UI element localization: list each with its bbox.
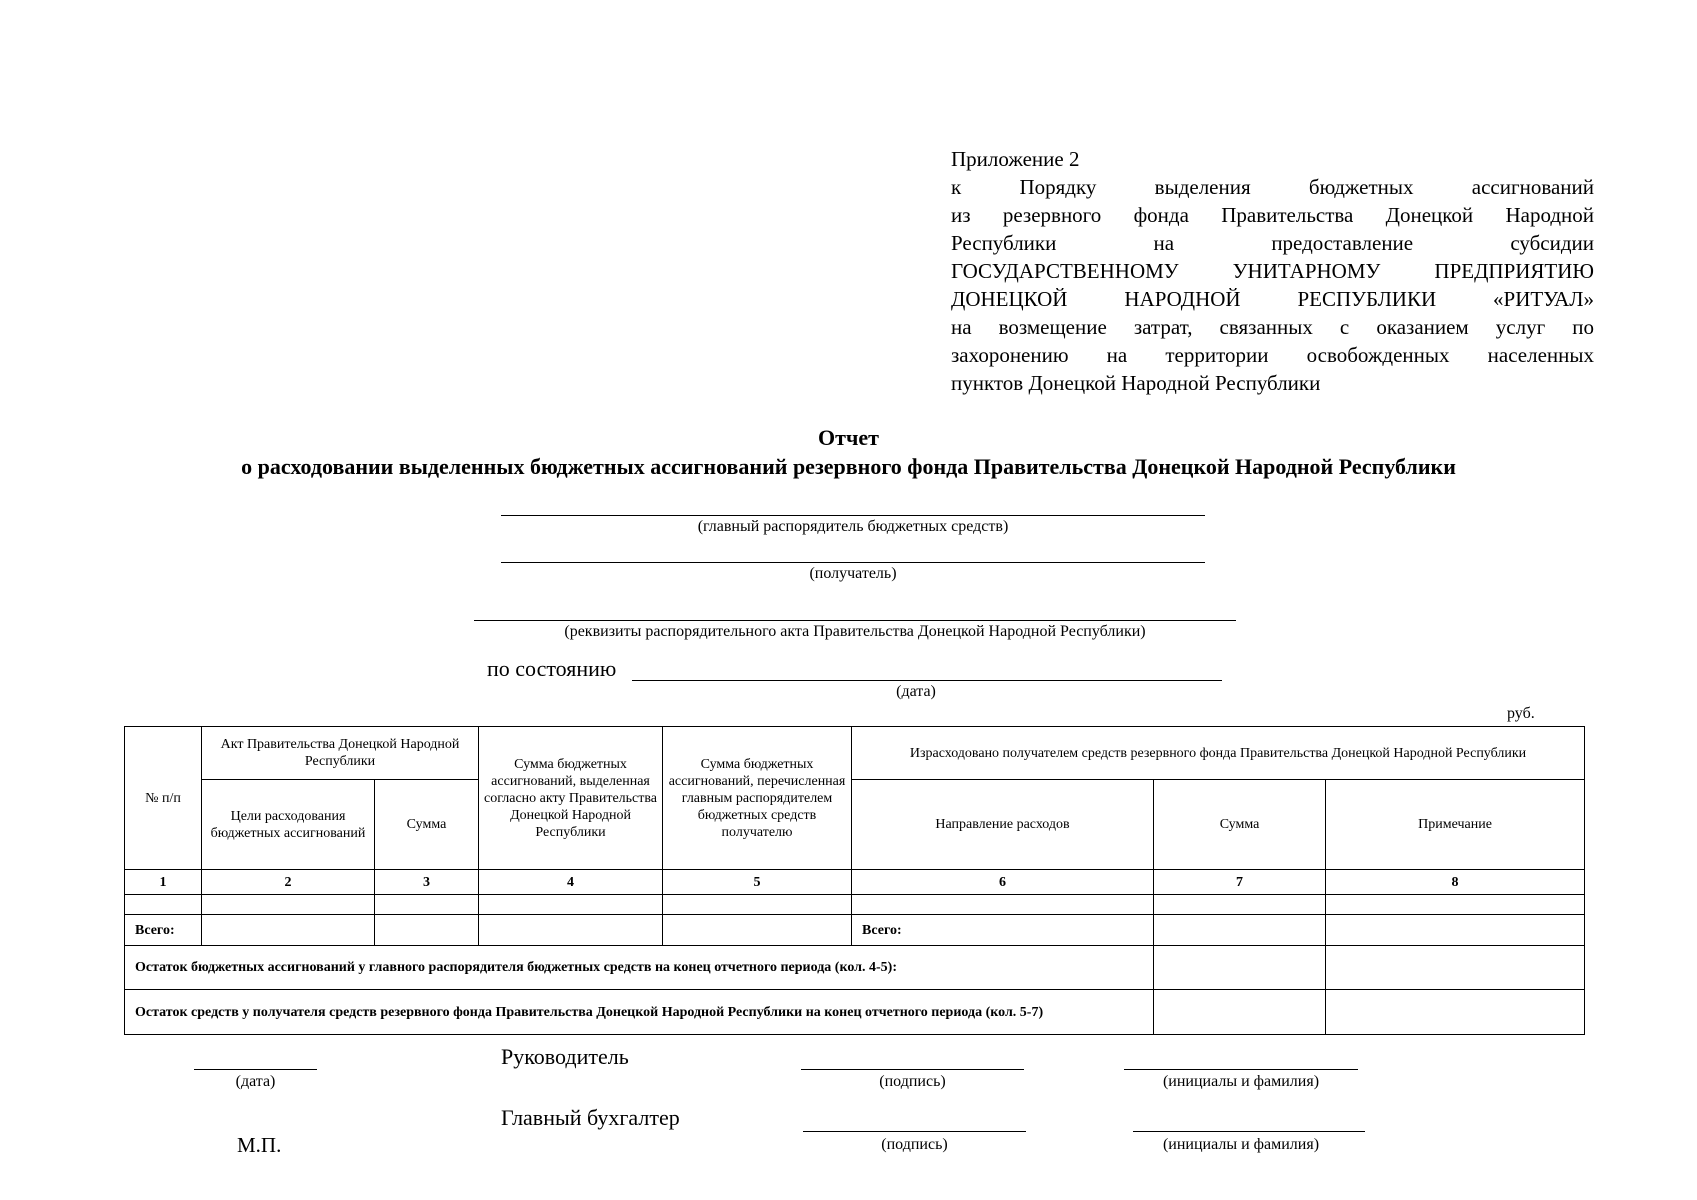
- appendix-line: из резервного фонда Правительства Донецкой Народной: [951, 203, 1594, 227]
- accountant-initials-caption: (инициалы и фамилия): [1162, 1136, 1320, 1153]
- header-spent-sum: Сумма: [1154, 780, 1326, 870]
- accountant-initials-field[interactable]: [1133, 1115, 1365, 1132]
- header-num: № п/п: [125, 727, 202, 870]
- balance-chief-label: Остаток бюджетных ассигнований у главного распорядителя бюджетных средств на конец отчетного периода (кол. 4-5):: [125, 946, 1154, 990]
- balance-chief-row: [125, 946, 1585, 990]
- column-number: 1: [125, 870, 202, 895]
- table-cell[interactable]: [1326, 915, 1585, 946]
- appendix-line: пунктов Донецкой Народной Республики: [951, 371, 1321, 395]
- table-cell[interactable]: [852, 895, 1154, 915]
- chief-manager-caption: (главный распорядитель бюджетных средств): [697, 518, 1009, 535]
- header-transferred: Сумма бюджетных ассигнований, перечисленная главным распорядителем бюджетных средств получателю: [663, 727, 852, 870]
- header-act-sum: Сумма: [375, 780, 479, 870]
- appendix-line: на возмещение затрат, связанных с оказанием услуг по: [951, 315, 1594, 339]
- table-cell[interactable]: [1326, 946, 1585, 990]
- column-number: 4: [479, 870, 663, 895]
- column-number: 3: [375, 870, 479, 895]
- report-title: Отчет: [818, 425, 879, 450]
- as-of-date-caption: (дата): [896, 683, 936, 700]
- table-cell[interactable]: [202, 895, 375, 915]
- table-cell[interactable]: [1154, 946, 1326, 990]
- table-cell[interactable]: [1154, 895, 1326, 915]
- currency-unit: руб.: [1507, 705, 1535, 722]
- accountant-signature-caption: (подпись): [881, 1136, 948, 1153]
- total-label-right: Всего:: [852, 915, 1154, 946]
- report-subtitle: о расходовании выделенных бюджетных ассигнований резервного фонда Правительства Донецкой Народной Республики: [241, 454, 1456, 479]
- table-cell[interactable]: [1326, 990, 1585, 1035]
- sign-date-field[interactable]: [194, 1053, 317, 1070]
- head-initials-field[interactable]: [1124, 1053, 1358, 1070]
- balance-recipient-row: [125, 990, 1585, 1035]
- chief-manager-field[interactable]: [501, 499, 1205, 516]
- header-act-goals: Цели расходования бюджетных ассигнований: [202, 780, 375, 870]
- as-of-label: по состоянию: [487, 656, 617, 681]
- column-number: 7: [1154, 870, 1326, 895]
- as-of-date-field[interactable]: [632, 663, 1222, 681]
- chief-accountant-label: Главный бухгалтер: [501, 1105, 680, 1130]
- column-number: 6: [852, 870, 1154, 895]
- column-number: 5: [663, 870, 852, 895]
- table-cell[interactable]: [663, 915, 852, 946]
- sign-date-caption: (дата): [235, 1073, 276, 1090]
- total-row: [125, 915, 1585, 946]
- table-cell[interactable]: [1154, 990, 1326, 1035]
- header-spent-group: Израсходовано получателем средств резервного фонда Правительства Донецкой Народной Республики: [852, 727, 1585, 780]
- recipient-field[interactable]: [501, 546, 1205, 563]
- table-cell[interactable]: [375, 915, 479, 946]
- recipient-caption: (получатель): [809, 565, 897, 582]
- act-requisites-caption: (реквизиты распорядительного акта Правительства Донецкой Народной Республики): [564, 623, 1146, 640]
- head-initials-caption: (инициалы и фамилия): [1162, 1073, 1320, 1090]
- table-cell[interactable]: [479, 895, 663, 915]
- header-allocated: Сумма бюджетных ассигнований, выделенная согласно акту Правительства Донецкой Народной Республики: [479, 727, 663, 870]
- column-number: 8: [1326, 870, 1585, 895]
- accountant-signature-field[interactable]: [803, 1115, 1026, 1132]
- appendix-line: к Порядку выделения бюджетных ассигнований: [951, 175, 1594, 199]
- table-cell[interactable]: [1154, 915, 1326, 946]
- appendix-line: захоронению на территории освобожденных населенных: [951, 343, 1594, 367]
- header-act-group: Акт Правительства Донецкой Народной Республики: [202, 727, 479, 780]
- table-cell[interactable]: [202, 915, 375, 946]
- column-number: 2: [202, 870, 375, 895]
- table-cell[interactable]: [1326, 895, 1585, 915]
- appendix-line: Республики на предоставление субсидии: [951, 231, 1594, 255]
- head-signature-caption: (подпись): [879, 1073, 946, 1090]
- appendix-line: Приложение 2: [951, 147, 1080, 171]
- head-label: Руководитель: [501, 1044, 629, 1069]
- table-cell[interactable]: [375, 895, 479, 915]
- total-label: Всего:: [125, 915, 202, 946]
- head-signature-field[interactable]: [801, 1053, 1024, 1070]
- table-row: [125, 895, 1585, 915]
- table-cell[interactable]: [125, 895, 202, 915]
- act-requisites-field[interactable]: [474, 604, 1236, 621]
- appendix-line: ДОНЕЦКОЙ НАРОДНОЙ РЕСПУБЛИКИ «РИТУАЛ»: [951, 287, 1594, 311]
- table-cell[interactable]: [663, 895, 852, 915]
- appendix-line: ГОСУДАРСТВЕННОМУ УНИТАРНОМУ ПРЕДПРИЯТИЮ: [951, 259, 1594, 283]
- stamp-label: М.П.: [237, 1133, 282, 1157]
- table-cell[interactable]: [479, 915, 663, 946]
- report-table: [124, 726, 1585, 1035]
- balance-recipient-label: Остаток средств у получателя средств резервного фонда Правительства Донецкой Народной Республики на конец отчетного периода (кол. 5-7): [125, 990, 1154, 1035]
- appendix-block: [951, 145, 1594, 397]
- header-note: Примечание: [1326, 780, 1585, 870]
- header-direction: Направление расходов: [852, 780, 1154, 870]
